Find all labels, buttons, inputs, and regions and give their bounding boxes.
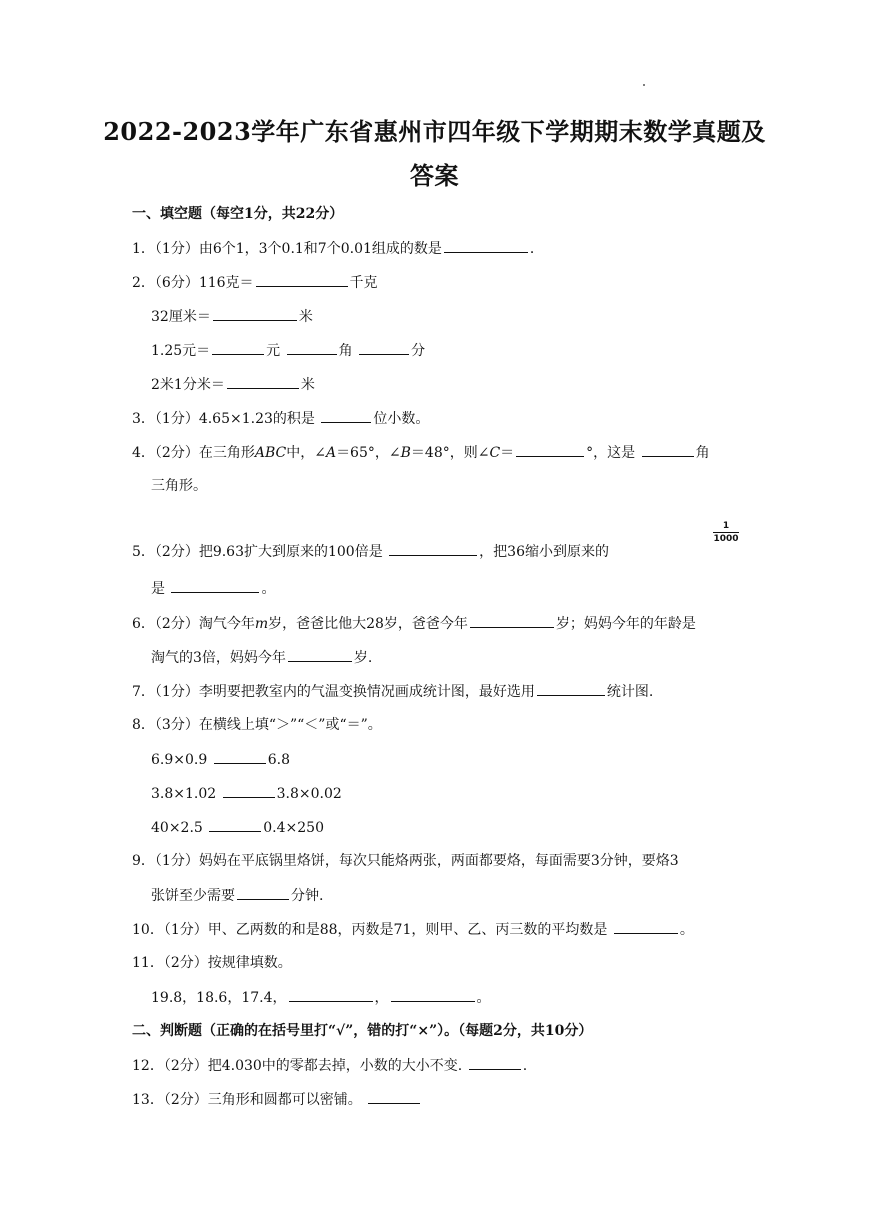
fraction-one-thousandth: 1 1000 (713, 521, 739, 544)
fraction-bar (713, 532, 739, 533)
answer-blank[interactable] (209, 817, 261, 832)
section-true-false-heading: 二、判断题（正确的在括号里打“√”，错的打“×”）。（每题2分，共10分） (132, 1023, 593, 1039)
question-8-row-2: 3.8×1.02 3.8×0.02 (151, 783, 342, 804)
question-4-line-2: 三角形。 (151, 478, 207, 494)
question-6: 6．（2分）淘气今年m岁，爸爸比他大28岁，爸爸今年 岁；妈妈今年的年龄是 (132, 613, 696, 634)
answer-blank[interactable] (212, 340, 264, 355)
question-12: 12．（2分）把4.030中的零都去掉，小数的大小不变. . (132, 1055, 527, 1076)
question-2: 2．（6分）116克＝ 千克 (132, 272, 378, 293)
question-6-line-2: 淘气的3倍，妈妈今年 岁. (151, 647, 372, 668)
question-1: 1．（1分）由6个1，3个0.1和7个0.01组成的数是 ． (132, 238, 544, 259)
page-title-line1: 2022-2023学年广东省惠州市四年级下学期期末数学真题及 (103, 117, 766, 146)
question-8-row-1: 6.9×0.9 6.8 (151, 749, 290, 770)
answer-blank[interactable] (642, 442, 694, 457)
answer-blank[interactable] (444, 238, 528, 253)
answer-blank[interactable] (213, 306, 297, 321)
answer-blank[interactable] (237, 885, 289, 900)
answer-blank[interactable] (389, 541, 477, 556)
question-11-line-2: 19.8，18.6，17.4， ， 。 (151, 987, 491, 1008)
question-13: 13．（2分）三角形和圆都可以密铺。 (132, 1089, 422, 1110)
question-5: 5．（2分）把9.63扩大到原来的100倍是 ，把36缩小到原来的 (132, 541, 609, 562)
speck-dot (643, 84, 645, 86)
question-8-row-3: 40×2.5 0.4×250 (151, 817, 324, 838)
question-3: 3．（1分）4.65×1.23的积是 位小数。 (132, 408, 429, 429)
question-7: 7．（1分）李明要把教室内的气温变换情况画成统计图，最好选用 统计图. (132, 681, 653, 702)
answer-blank[interactable] (214, 749, 266, 764)
question-8: 8．（3分）在横线上填“＞”“＜”或“＝”。 (132, 717, 382, 733)
answer-blank[interactable] (614, 919, 678, 934)
answer-blank[interactable] (537, 681, 605, 696)
answer-blank[interactable] (256, 272, 348, 287)
question-11: 11．（2分）按规律填数。 (132, 955, 292, 971)
answer-blank[interactable] (516, 442, 584, 457)
answer-blank[interactable] (359, 340, 409, 355)
question-2-line-2: 32厘米＝ 米 (151, 306, 313, 327)
answer-blank[interactable] (470, 613, 554, 628)
page-title-line2: 答案 (410, 161, 459, 190)
question-5-line-2: 是 。 (151, 578, 275, 599)
answer-blank[interactable] (223, 783, 275, 798)
answer-blank[interactable] (227, 374, 299, 389)
question-10: 10．（1分）甲、乙两数的和是88，丙数是71，则甲、乙、丙三数的平均数是 。 (132, 919, 694, 940)
answer-blank[interactable] (391, 987, 475, 1002)
answer-blank[interactable] (288, 647, 352, 662)
question-4: 4．（2分）在三角形ABC中，∠A＝65°，∠B＝48°，则∠C＝ °，这是 角 (132, 442, 710, 463)
question-9-line-2: 张饼至少需要 分钟. (151, 885, 323, 906)
section-fill-in-heading: 一、填空题（每空1分，共22分） (132, 206, 344, 222)
answer-blank[interactable] (321, 408, 371, 423)
question-2-line-4: 2米1分米＝ 米 (151, 374, 315, 395)
answer-blank[interactable] (171, 578, 259, 593)
question-2-line-3: 1.25元＝ 元 角 分 (151, 340, 425, 361)
question-9: 9．（1分）妈妈在平底锅里烙饼，每次只能烙两张，两面都要烙，每面需要3分钟，要烙3 (132, 853, 679, 869)
answer-blank[interactable] (469, 1055, 521, 1070)
answer-blank[interactable] (368, 1089, 420, 1104)
answer-blank[interactable] (289, 987, 373, 1002)
answer-blank[interactable] (287, 340, 337, 355)
